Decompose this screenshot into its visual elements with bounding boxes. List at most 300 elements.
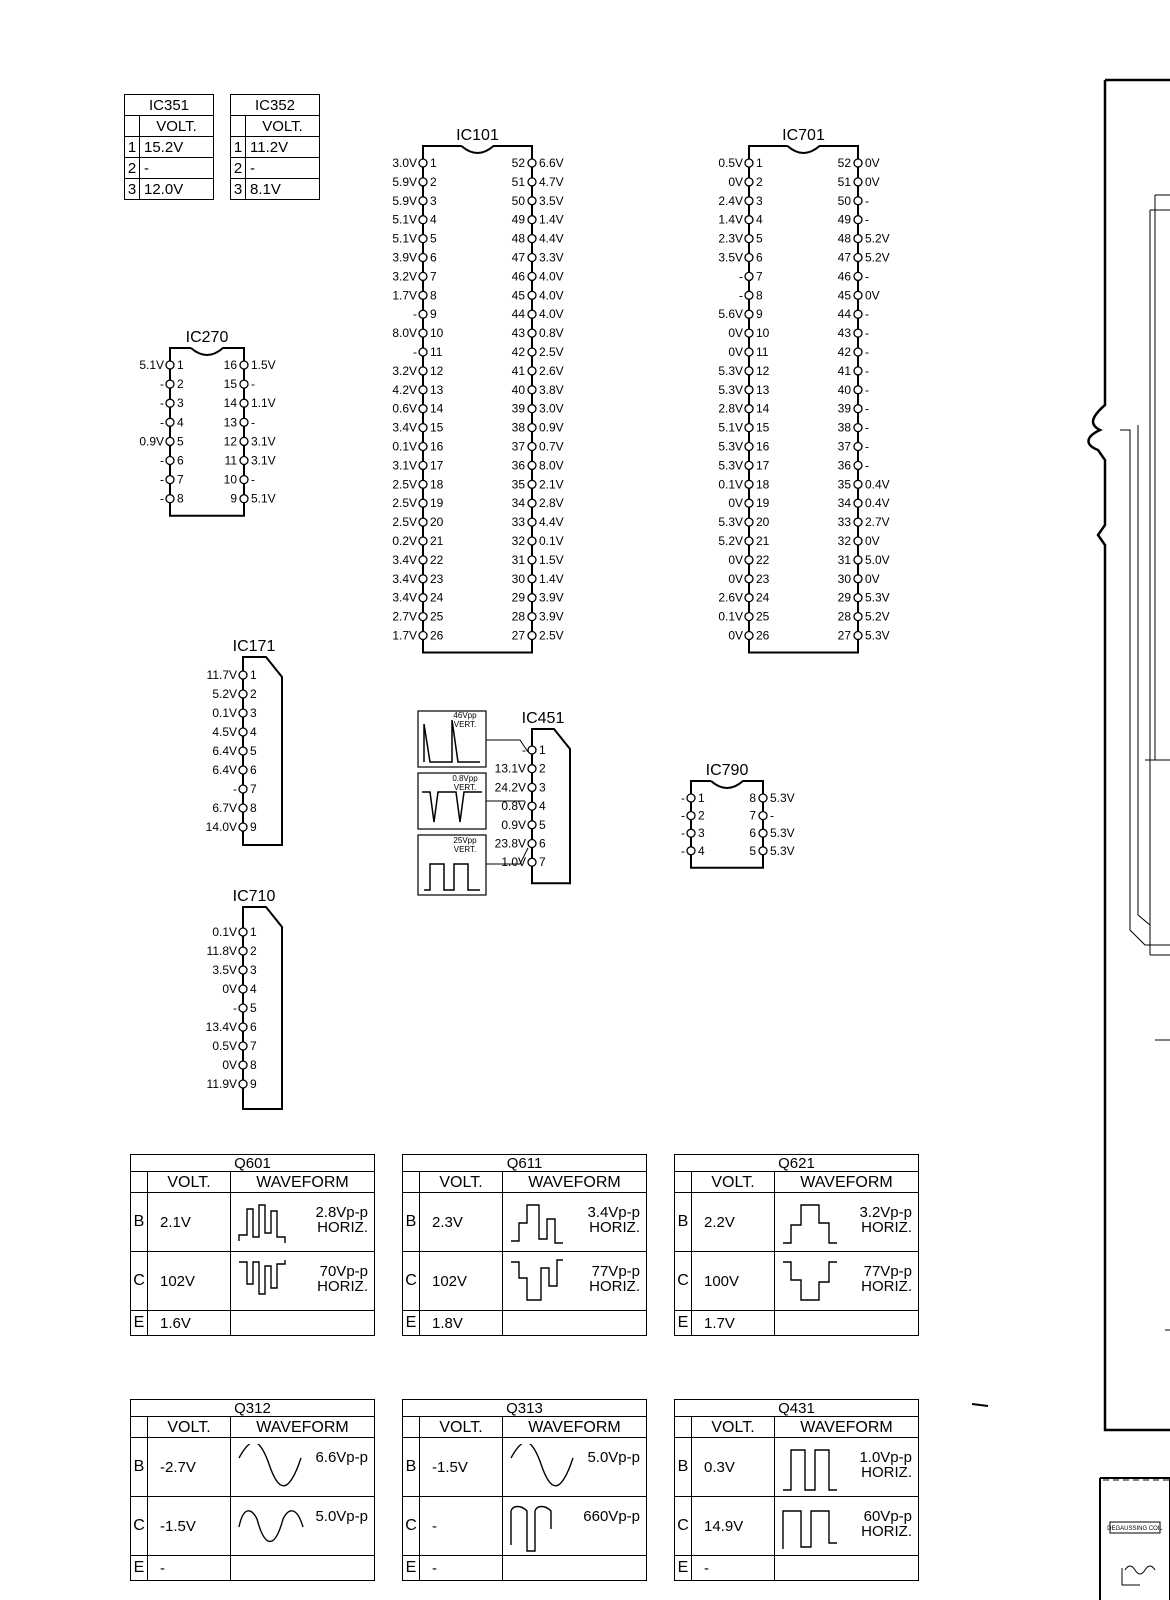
- q431-emitter-volt: -: [692, 1556, 775, 1581]
- ic701-pin-voltage: -: [865, 212, 869, 227]
- ic451-waveform-3: [418, 835, 486, 895]
- ic701-pin-voltage: 5.2V: [718, 534, 743, 548]
- ic701-pin-6: [745, 254, 753, 262]
- ic101-pin-number: 1: [430, 156, 437, 170]
- ic101-pin-number: 46: [511, 269, 525, 284]
- ic790-pin-8: [759, 794, 767, 802]
- ic101-pin-number: 36: [511, 458, 525, 473]
- ic101-pin-number: 41: [511, 363, 525, 378]
- ic701-pin-46: [854, 272, 862, 280]
- ic270-pin-voltage: 1.5V: [251, 358, 276, 372]
- ic270-pin-voltage: -: [251, 415, 255, 430]
- ic790-pin-4: [687, 847, 695, 855]
- q312-base-waveform: [231, 1438, 375, 1497]
- ic701-pin-number: 45: [837, 288, 851, 303]
- ic270-pin-voltage: -: [160, 377, 164, 392]
- waveform-icon: [781, 1258, 851, 1308]
- ic101-pin-number: 8: [430, 288, 437, 303]
- ic701-pin-voltage: 2.7V: [865, 515, 890, 530]
- ic710-pin-voltage: 11.9V: [206, 1077, 237, 1091]
- ic101-pin-5: [419, 235, 427, 243]
- ic101-pin-number: 50: [511, 193, 525, 208]
- ic171-package: [206, 638, 282, 845]
- ic101-pin-number: 14: [430, 401, 444, 416]
- ic710-pin-number: 6: [250, 1020, 257, 1034]
- ic451-waveform-1: [418, 711, 486, 767]
- q601-collector-label: C: [131, 1252, 148, 1311]
- ic270-pin-2: [166, 380, 174, 388]
- ic710-pin-5: [239, 1004, 247, 1012]
- ic790-pin-2: [687, 812, 695, 820]
- ic701-pin-10: [745, 329, 753, 337]
- q611-base-sweep: HORIZ.: [589, 1219, 640, 1236]
- ic701-pin-number: 38: [837, 420, 851, 435]
- ic101-pin-47: [528, 254, 536, 262]
- ic701-pin-voltage: -: [865, 345, 869, 359]
- waveform-icon: [781, 1199, 851, 1249]
- ic701-pin-voltage: 1.4V: [718, 212, 743, 227]
- ic270-pin-voltage: -: [160, 491, 164, 506]
- ic701-pin-49: [854, 216, 862, 224]
- q621-emitter-label: E: [675, 1311, 692, 1336]
- ic701-pin-voltage: 0V: [865, 571, 880, 586]
- ic101-pin-number: 39: [511, 401, 525, 416]
- ic710-pin-voltage: 3.5V: [212, 963, 237, 977]
- ic101-pin-number: 2: [430, 174, 437, 189]
- q611-table: [402, 1154, 647, 1336]
- ic701-pin-voltage: -: [865, 193, 869, 208]
- ic701-pin-26: [745, 632, 753, 640]
- ic101-pin-voltage: 2.5V: [392, 477, 417, 492]
- ic101-pin-voltage: 3.9V: [392, 250, 417, 265]
- ic790-pin-voltage: -: [681, 843, 685, 858]
- ic701-pin-15: [745, 424, 753, 432]
- ic710-pin-number: 5: [250, 1001, 257, 1015]
- ic710-pin-4: [239, 985, 247, 993]
- ic101-pin-45: [528, 291, 536, 299]
- ic270-pin-6: [166, 457, 174, 465]
- ic701-pin-number: 22: [756, 552, 770, 567]
- ic701-pin-14: [745, 405, 753, 413]
- ic701-pin-voltage: 0.5V: [718, 156, 743, 170]
- ic701-pin-voltage: 2.6V: [718, 590, 743, 605]
- ic701-pin-number: 3: [756, 193, 763, 208]
- ic101-pin-31: [528, 556, 536, 564]
- q611-base-volt: 2.3V: [420, 1193, 503, 1252]
- ic701-pin-number: 43: [837, 326, 851, 341]
- ic171-pin-4: [239, 728, 247, 736]
- ic701-pin-9: [745, 310, 753, 318]
- waveform-icon: [237, 1199, 307, 1249]
- ic701-pin-47: [854, 254, 862, 262]
- ic701-pin-number: 9: [756, 307, 763, 322]
- ic101-pin-38: [528, 424, 536, 432]
- ic451-pin-6: [528, 840, 536, 848]
- ic710-pin-voltage: 0V: [222, 1058, 237, 1072]
- ic790-pin-number: 7: [749, 808, 756, 823]
- ic101-pin-52: [528, 159, 536, 167]
- ic701-pin-number: 1: [756, 156, 763, 170]
- ic701-pin-voltage: -: [865, 269, 869, 284]
- q611-collector-amplitude: 77Vp-p: [591, 1263, 640, 1280]
- ic701-pin-number: 11: [756, 345, 769, 359]
- degaussing-coil-label: DEGAUSSING COIL: [1107, 1526, 1163, 1532]
- q611-collector-sweep: HORIZ.: [589, 1278, 640, 1295]
- ic701-pin-voltage: -: [865, 307, 869, 322]
- ic352-pin: 2: [231, 158, 246, 179]
- ic101-pin-voltage: 4.4V: [539, 515, 564, 530]
- ic701-pin-voltage: -: [865, 439, 869, 454]
- ic171-pin-number: 8: [250, 801, 257, 815]
- ic701-pin-number: 49: [837, 212, 851, 227]
- ic701-pin-number: 12: [756, 363, 770, 378]
- ic790-package: [681, 762, 795, 868]
- ic270-pin-14: [240, 399, 248, 407]
- ic101-pin-42: [528, 348, 536, 356]
- q312-emitter-label: E: [131, 1556, 148, 1581]
- ic701-pin-41: [854, 367, 862, 375]
- waveform-icon: [781, 1444, 851, 1494]
- ic701-pin-voltage: 5.3V: [865, 590, 890, 605]
- ic171-pin-number: 2: [250, 687, 257, 701]
- ic701-pin-34: [854, 499, 862, 507]
- ic171-title: IC171: [232, 638, 276, 655]
- ic270-pin-9: [240, 495, 248, 503]
- q601-base-waveform: [231, 1193, 375, 1252]
- q601-emitter-volt: 1.6V: [148, 1311, 231, 1336]
- ic701-pin-number: 51: [837, 174, 851, 189]
- q313-waveform-header: WAVEFORM: [503, 1417, 647, 1438]
- ic701-pin-22: [745, 556, 753, 564]
- ic101-pin-voltage: 2.7V: [392, 609, 417, 624]
- ic101-pin-voltage: 3.0V: [539, 401, 564, 416]
- ic701-pin-voltage: -: [865, 401, 869, 416]
- ic701-pin-number: 33: [837, 515, 851, 530]
- ic701-pin-39: [854, 405, 862, 413]
- ic270-pin-number: 14: [223, 396, 237, 411]
- q601-collector-volt: 102V: [148, 1252, 231, 1311]
- ic451-pin-voltage: 24.2V: [494, 780, 526, 795]
- ic101-pin-voltage: 3.9V: [539, 590, 564, 605]
- ic701-pin-44: [854, 310, 862, 318]
- ic701-pin-voltage: -: [865, 458, 869, 473]
- ic701-pin-voltage: 0V: [728, 571, 743, 586]
- q611-collector-volt: 102V: [420, 1252, 503, 1311]
- ic101-pin-number: 15: [430, 420, 444, 435]
- ic101-pin-voltage: 4.4V: [539, 231, 564, 246]
- ic701-pin-48: [854, 235, 862, 243]
- q312-collector-amplitude: 5.0Vp-p: [315, 1508, 368, 1525]
- ic171-pin-voltage: -: [233, 782, 237, 796]
- ic701-pin-number: 47: [837, 250, 851, 265]
- ic701-pin-29: [854, 594, 862, 602]
- ic710-pin-number: 8: [250, 1058, 257, 1072]
- ic101-pin-4: [419, 216, 427, 224]
- ic701-pin-20: [745, 518, 753, 526]
- ic701-pin-voltage: 5.3V: [718, 363, 743, 378]
- q611-base-waveform: [503, 1193, 647, 1252]
- ic701-pin-number: 44: [837, 307, 851, 322]
- ic101-pin-voltage: 4.7V: [539, 174, 564, 189]
- ic701-pin-voltage: 0.4V: [865, 477, 890, 492]
- ic451-wave-3-amp: 25Vpp: [453, 836, 477, 845]
- ic101-pin-number: 11: [430, 345, 443, 359]
- ic101-pin-voltage: 3.0V: [392, 156, 417, 170]
- ic101-pin-number: 6: [430, 250, 437, 265]
- q611-volt-header: VOLT.: [420, 1172, 503, 1193]
- ic101-pin-voltage: -: [413, 307, 417, 322]
- q601-collector-waveform: [231, 1252, 375, 1311]
- ic701-pin-voltage: 2.3V: [718, 231, 743, 246]
- ic101-pin-number: 37: [511, 439, 525, 454]
- ic451-pin-voltage: 23.8V: [494, 836, 526, 851]
- ic101-pin-voltage: 8.0V: [392, 326, 417, 341]
- ic790-pin-voltage: -: [681, 791, 685, 805]
- ic101-pin-voltage: -: [413, 345, 417, 359]
- q431-collector-amplitude: 60Vp-p: [863, 1508, 912, 1525]
- ic710-pin-number: 3: [250, 963, 257, 977]
- ic451-pin-number: 1: [539, 743, 546, 757]
- ic101-pin-voltage: 3.9V: [539, 609, 564, 624]
- ic171-pin-1: [239, 671, 247, 679]
- q313-title: Q313: [403, 1400, 647, 1417]
- ic451-pin-voltage: 13.1V: [494, 761, 526, 776]
- ic701-pin-number: 48: [837, 231, 851, 246]
- ic101-pin-19: [419, 499, 427, 507]
- ic101-pin-voltage: 3.4V: [392, 590, 417, 605]
- ic101-pin-7: [419, 272, 427, 280]
- ic701-pin-number: 17: [756, 458, 770, 473]
- ic101-pin-14: [419, 405, 427, 413]
- ic270-pin-voltage: 0.9V: [139, 434, 164, 449]
- ic101-pin-voltage: 0.2V: [392, 534, 417, 548]
- ic701-pin-8: [745, 291, 753, 299]
- ic171-pin-3: [239, 709, 247, 717]
- ic101-pin-voltage: 0.1V: [392, 439, 417, 454]
- waveform-icon: [237, 1503, 307, 1553]
- waveform-icon: [509, 1503, 579, 1553]
- ic270-pin-number: 15: [223, 377, 237, 392]
- ic101-pin-33: [528, 518, 536, 526]
- ic710-pin-8: [239, 1061, 247, 1069]
- ic101-pin-43: [528, 329, 536, 337]
- ic701-pin-voltage: -: [739, 288, 743, 303]
- ic790-pin-number: 1: [698, 791, 705, 805]
- ic352-volt: 11.2V: [246, 137, 320, 158]
- ic352-volt: -: [246, 158, 320, 179]
- q621-base-volt: 2.2V: [692, 1193, 775, 1252]
- ic701-pin-51: [854, 178, 862, 186]
- ic101-pin-voltage: 2.5V: [392, 515, 417, 530]
- ic101-pin-10: [419, 329, 427, 337]
- ic352-volt: 8.1V: [246, 179, 320, 200]
- ic701-pin-number: 50: [837, 193, 851, 208]
- q621-base-sweep: HORIZ.: [861, 1219, 912, 1236]
- ic701-pin-28: [854, 613, 862, 621]
- ic101-pin-number: 45: [511, 288, 525, 303]
- ic171-pin-9: [239, 823, 247, 831]
- ic701-pin-number: 10: [756, 326, 770, 341]
- ic171-pin-voltage: 14.0V: [205, 820, 237, 834]
- ic101-pin-number: 7: [430, 269, 437, 284]
- ic352-pin: 3: [231, 179, 246, 200]
- ic790-pin-number: 8: [749, 791, 756, 805]
- ic270-pin-number: 9: [230, 491, 237, 506]
- ic451-pin-voltage: 1.0V: [501, 855, 526, 870]
- ic171-pin-2: [239, 690, 247, 698]
- ic101-pin-number: 29: [511, 590, 525, 605]
- ic171-pin-voltage: 11.7V: [206, 668, 237, 682]
- ic701-pin-number: 40: [837, 382, 851, 397]
- ic451-pin-number: 6: [539, 836, 546, 851]
- ic701-pin-19: [745, 499, 753, 507]
- ic270-pin-5: [166, 437, 174, 445]
- ic101-pin-number: 28: [511, 609, 525, 624]
- q312-collector-waveform: [231, 1497, 375, 1556]
- ic701-pin-27: [854, 632, 862, 640]
- ic701-pin-voltage: 0.4V: [865, 496, 890, 511]
- ic701-pin-voltage: 5.3V: [718, 458, 743, 473]
- ic790-pin-5: [759, 847, 767, 855]
- ic171-pin-voltage: 5.2V: [212, 687, 237, 701]
- q313-table: [402, 1399, 647, 1581]
- ic790-pin-number: 3: [698, 826, 705, 841]
- ic790-pin-voltage: -: [770, 808, 774, 823]
- ic352-col-header: VOLT.: [246, 116, 320, 137]
- q621-collector-sweep: HORIZ.: [861, 1278, 912, 1295]
- ic101-pin-voltage: 2.1V: [539, 477, 564, 492]
- ic101-pin-number: 13: [430, 382, 444, 397]
- ic701-pin-number: 19: [756, 496, 770, 511]
- ic270-pin-4: [166, 418, 174, 426]
- ic351-title: IC351: [125, 95, 214, 116]
- ic701-pin-voltage: 0V: [728, 552, 743, 567]
- q621-base-amplitude: 3.2Vp-p: [859, 1204, 912, 1221]
- ic171-pin-number: 5: [250, 744, 257, 758]
- ic790-pin-6: [759, 829, 767, 837]
- ic701-pin-voltage: 5.1V: [718, 420, 743, 435]
- ic101-pin-voltage: 3.4V: [392, 420, 417, 435]
- ic171-pin-number: 9: [250, 820, 257, 834]
- ic171-pin-number: 7: [250, 782, 257, 796]
- q601-collector-amplitude: 70Vp-p: [319, 1263, 368, 1280]
- ic701-pin-38: [854, 424, 862, 432]
- ic270-pin-number: 3: [177, 396, 184, 411]
- ic101-pin-voltage: 3.8V: [539, 382, 564, 397]
- ic101-pin-voltage: 4.2V: [392, 382, 417, 397]
- ic451-pin-7: [528, 858, 536, 866]
- ic270-title: IC270: [185, 329, 229, 346]
- q431-waveform-header: WAVEFORM: [775, 1417, 919, 1438]
- ic101-pin-voltage: 5.9V: [392, 174, 417, 189]
- ic101-pin-30: [528, 575, 536, 583]
- ic451-pin-3: [528, 783, 536, 791]
- ic270-pin-voltage: 3.1V: [251, 453, 276, 468]
- q621-title: Q621: [675, 1155, 919, 1172]
- ic701-pin-number: 26: [756, 628, 770, 643]
- ic270-pin-voltage: -: [160, 453, 164, 468]
- ic101-pin-number: 40: [511, 382, 525, 397]
- ic351-col-header: VOLT.: [140, 116, 214, 137]
- ic270-pin-voltage: 5.1V: [139, 358, 164, 372]
- ic701-pin-number: 35: [837, 477, 851, 492]
- ic270-pin-8: [166, 495, 174, 503]
- ic101-pin-number: 17: [430, 458, 444, 473]
- ic710-pin-voltage: 11.8V: [206, 944, 237, 958]
- ic701-pin-number: 32: [837, 534, 851, 548]
- ic351-volt: 15.2V: [140, 137, 214, 158]
- q312-base-volt: -2.7V: [148, 1438, 231, 1497]
- ic451-pin-number: 7: [539, 855, 546, 870]
- ic701-pin-17: [745, 461, 753, 469]
- ic701-pin-number: 6: [756, 250, 763, 265]
- ic701-pin-18: [745, 480, 753, 488]
- ic101-pin-voltage: 3.4V: [392, 571, 417, 586]
- ic270-pin-number: 4: [177, 415, 184, 430]
- ic101-pin-16: [419, 443, 427, 451]
- ic351-pin: 2: [125, 158, 140, 179]
- ic101-pin-46: [528, 272, 536, 280]
- q431-emitter-label: E: [675, 1556, 692, 1581]
- ic701-pin-number: 14: [756, 401, 770, 416]
- q601-title: Q601: [131, 1155, 375, 1172]
- ic352-pin: 1: [231, 137, 246, 158]
- ic701-pin-21: [745, 537, 753, 545]
- ic701-pin-number: 29: [837, 590, 851, 605]
- ic451-pin-number: 5: [539, 817, 546, 832]
- q601-base-volt: 2.1V: [148, 1193, 231, 1252]
- q313-base-volt: -1.5V: [420, 1438, 503, 1497]
- ic101-pin-27: [528, 632, 536, 640]
- ic101-pin-number: 4: [430, 212, 437, 227]
- ic101-pin-11: [419, 348, 427, 356]
- ic171-pin-number: 1: [250, 668, 257, 682]
- q611-waveform-header: WAVEFORM: [503, 1172, 647, 1193]
- ic101-pin-2: [419, 178, 427, 186]
- ic710-pin-voltage: 0.1V: [212, 925, 237, 939]
- ic101-pin-number: 10: [430, 326, 444, 341]
- ic701-pin-31: [854, 556, 862, 564]
- ic701-pin-35: [854, 480, 862, 488]
- ic101-pin-number: 24: [430, 590, 444, 605]
- q312-waveform-header: WAVEFORM: [231, 1417, 375, 1438]
- q431-title: Q431: [675, 1400, 919, 1417]
- ic270-pin-1: [166, 361, 174, 369]
- ic270-pin-voltage: 3.1V: [251, 434, 276, 449]
- ic701-pin-40: [854, 386, 862, 394]
- ic701-pin-33: [854, 518, 862, 526]
- q312-table: [130, 1399, 375, 1581]
- ic101-pin-number: 48: [511, 231, 525, 246]
- ic101-pin-29: [528, 594, 536, 602]
- ic710-pin-number: 9: [250, 1077, 257, 1091]
- ic710-title: IC710: [232, 888, 276, 905]
- ic101-pin-32: [528, 537, 536, 545]
- ic101-package: [392, 127, 563, 653]
- ic270-pin-number: 6: [177, 453, 184, 468]
- q621-table: [674, 1154, 919, 1336]
- ic101-pin-number: 26: [430, 628, 444, 643]
- ic701-pin-number: 23: [756, 571, 770, 586]
- ic790-pin-number: 4: [698, 843, 705, 858]
- ic451-wave-2-amp: 0.8Vpp: [452, 774, 478, 783]
- ic270-pin-number: 13: [223, 415, 237, 430]
- ic701-pin-number: 2: [756, 174, 763, 189]
- ic101-pin-25: [419, 613, 427, 621]
- ic101-pin-13: [419, 386, 427, 394]
- ic171-pin-voltage: 6.4V: [212, 763, 237, 777]
- ic701-pin-number: 25: [756, 609, 770, 624]
